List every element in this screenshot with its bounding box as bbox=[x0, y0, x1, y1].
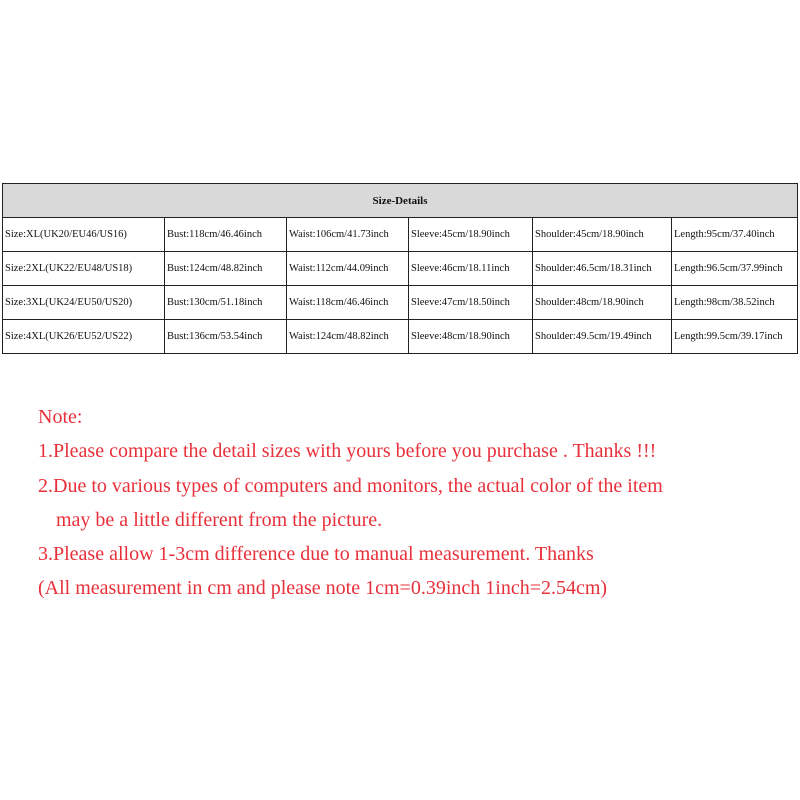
note-line-2: 2.Due to various types of computers and monitors, the actual color of the item bbox=[38, 474, 663, 497]
table-title: Size-Details bbox=[3, 184, 798, 218]
size-cell: Size:4XL(UK26/EU52/US22) bbox=[3, 320, 165, 354]
length-cell: Length:95cm/37.40inch bbox=[672, 218, 798, 252]
note-section bbox=[38, 400, 788, 606]
table-row bbox=[3, 320, 798, 354]
table-header-row bbox=[3, 184, 798, 218]
note-heading: Note: bbox=[38, 406, 83, 428]
size-cell: Size:XL(UK20/EU46/US16) bbox=[3, 218, 165, 252]
length-cell: Length:98cm/38.52inch bbox=[672, 286, 798, 320]
sleeve-cell: Sleeve:48cm/18.90inch bbox=[409, 320, 533, 354]
table-row bbox=[3, 252, 798, 286]
table-row bbox=[3, 218, 798, 252]
bust-cell: Bust:130cm/51.18inch bbox=[165, 286, 287, 320]
bust-cell: Bust:124cm/48.82inch bbox=[165, 252, 287, 286]
note-line-4: (All measurement in cm and please note 1cm=0.39inch 1inch=2.54cm) bbox=[38, 577, 608, 600]
sleeve-cell: Sleeve:47cm/18.50inch bbox=[409, 286, 533, 320]
shoulder-cell: Shoulder:49.5cm/19.49inch bbox=[533, 320, 672, 354]
waist-cell: Waist:118cm/46.46inch bbox=[287, 286, 409, 320]
note-line-1: 1.Please compare the detail sizes with yours before you purchase . Thanks !!! bbox=[38, 440, 657, 463]
table-row bbox=[3, 286, 798, 320]
sleeve-cell: Sleeve:45cm/18.90inch bbox=[409, 218, 533, 252]
size-details-table bbox=[2, 183, 798, 354]
shoulder-cell: Shoulder:46.5cm/18.31inch bbox=[533, 252, 672, 286]
bust-cell: Bust:118cm/46.46inch bbox=[165, 218, 287, 252]
note-line-2-continued: may be a little different from the picture. bbox=[56, 508, 383, 531]
size-cell: Size:2XL(UK22/EU48/US18) bbox=[3, 252, 165, 286]
waist-cell: Waist:106cm/41.73inch bbox=[287, 218, 409, 252]
shoulder-cell: Shoulder:48cm/18.90inch bbox=[533, 286, 672, 320]
sleeve-cell: Sleeve:46cm/18.11inch bbox=[409, 252, 533, 286]
length-cell: Length:96.5cm/37.99inch bbox=[672, 252, 798, 286]
shoulder-cell: Shoulder:45cm/18.90inch bbox=[533, 218, 672, 252]
length-cell: Length:99.5cm/39.17inch bbox=[672, 320, 798, 354]
waist-cell: Waist:124cm/48.82inch bbox=[287, 320, 409, 354]
note-line-3: 3.Please allow 1-3cm difference due to manual measurement. Thanks bbox=[38, 543, 594, 566]
bust-cell: Bust:136cm/53.54inch bbox=[165, 320, 287, 354]
size-cell: Size:3XL(UK24/EU50/US20) bbox=[3, 286, 165, 320]
waist-cell: Waist:112cm/44.09inch bbox=[287, 252, 409, 286]
